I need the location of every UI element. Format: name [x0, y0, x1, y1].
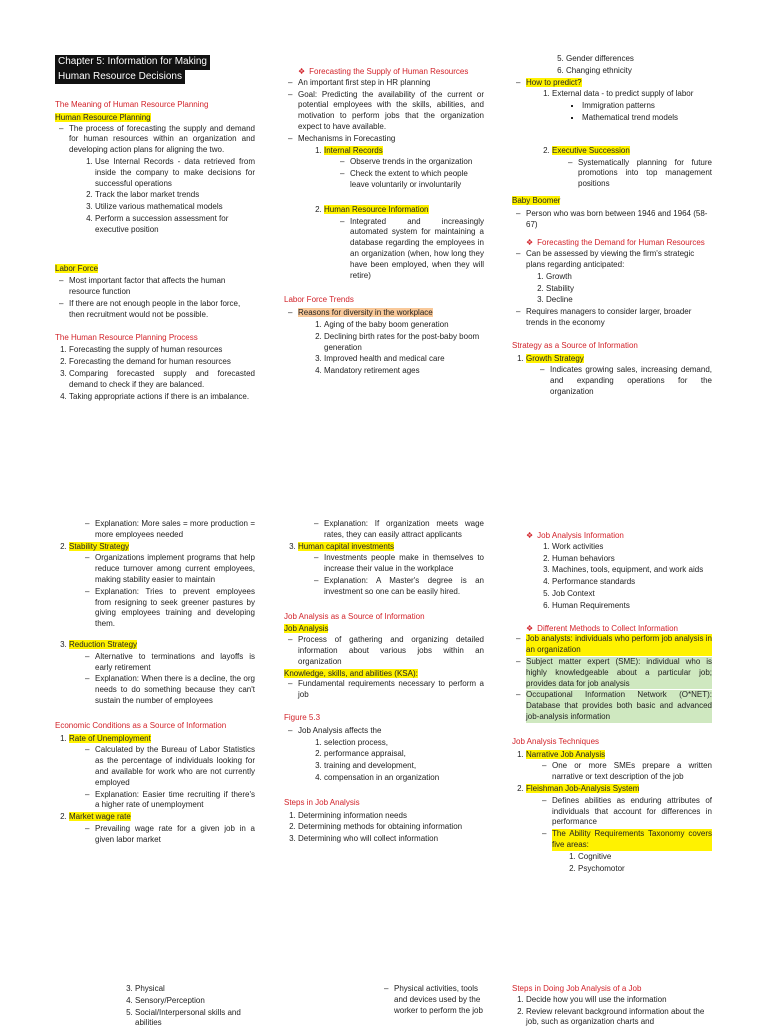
list-item: 3. Machines, tools, equipment, and work aids [552, 565, 712, 576]
growth-list [512, 365, 712, 397]
chapter-title-line1: Chapter 5: Information for Making [55, 55, 210, 70]
list-item: 3. Improved health and medical care [324, 354, 484, 365]
heading-labor-force: Labor Force [55, 263, 99, 273]
jai-list [512, 542, 712, 612]
list-item: – Alternative to terminations and layoffs is early retirement [95, 652, 255, 674]
column-3 [512, 54, 712, 399]
human-capital: Human capital investments [298, 541, 395, 551]
list-item: – Requires managers to consider larger, broader trends in the economy [526, 307, 712, 329]
list-item: 1. Cognitive [578, 852, 712, 863]
heading-jai: Job Analysis Information [537, 531, 624, 540]
tech-list [512, 750, 712, 761]
column-4 [55, 519, 255, 847]
heading-meaning: The Meaning of Human Resource Planning [55, 100, 209, 109]
lft-list [284, 308, 484, 319]
list-item: 4. compensation in an organization [324, 773, 484, 784]
list-item: 5. Gender differences [566, 54, 712, 65]
heading-hrp: Human Resource Planning [55, 112, 151, 122]
list-item: 3. Decline [546, 295, 712, 306]
list-item: 4. Taking appropriate actions if there is an imbalance. [69, 392, 255, 403]
list-item: 6. Changing ethnicity [566, 66, 712, 77]
list-item: – Explanation: More sales = more production = more employees needed [95, 519, 255, 541]
exec-succession: Executive Succession [552, 145, 630, 155]
list-item: 5. Job Context [552, 589, 712, 600]
list-item: – Explanation: When there is a decline, the org needs to do something because they can't sustain the number of employees [95, 674, 255, 706]
external-list [512, 101, 712, 124]
list-item: – Most important factor that affects the human resource function [69, 276, 255, 298]
flei-items [512, 796, 712, 851]
reduction-strategy: Reduction Strategy [69, 639, 138, 649]
list-item: 3. training and development, [324, 761, 484, 772]
list-item: – Calculated by the Bureau of Labor Statistics as the percentage of individuals looking for and available for work who are not currently employed [95, 745, 255, 788]
list-item: – Systematically planning for future promotions into top management positions [578, 158, 712, 190]
hri-list [284, 217, 484, 282]
fleishman-ja: Fleishman Job-Analysis System [526, 783, 640, 793]
list-item: – Check the extent to which people leave voluntarily or involuntarily [350, 169, 484, 191]
hci-items [284, 553, 484, 597]
list-item: 1. External data - to predict supply of labor [552, 89, 712, 100]
mwr-list [55, 812, 255, 823]
list-item: – Job Analysis affects the [298, 726, 484, 737]
column-7 [55, 984, 255, 1030]
labor-force-list [55, 276, 255, 320]
heading-forecast-supply: Forecasting the Supply of Human Resources [309, 67, 469, 76]
column-9 [512, 984, 712, 1029]
stability-strategy: Stability Strategy [69, 541, 130, 551]
red-items [55, 652, 255, 707]
ksa-label: Knowledge, skills, and abilities (KSA): [284, 668, 418, 678]
list-item: 1. Growth [546, 272, 712, 283]
lft-reason: Reasons for diversity in the workplace [298, 308, 433, 318]
stab-list [55, 542, 255, 553]
rate-items [55, 745, 255, 811]
heading-techniques: Job Analysis Techniques [512, 736, 600, 746]
list-item: – Can be assessed by viewing the firm's strategic plans regarding anticipated: [526, 249, 712, 271]
list-item: – Explanation: If organization meets wage rates, they can easily attract applicants [324, 519, 484, 541]
hci-list [284, 542, 484, 553]
column-5 [284, 519, 484, 846]
tech-list-2 [512, 784, 712, 795]
narrative-ja: Narrative Job Analysis [526, 749, 606, 759]
heading-baby-boomer: Baby Boomer [512, 195, 561, 205]
lft-items [284, 320, 484, 377]
predict-list [512, 78, 712, 89]
list-item: 5. Social/Interpersonal skills and abilities [135, 1008, 255, 1030]
c5-expl [284, 519, 484, 541]
list-item: 4. Mandatory retirement ages [324, 366, 484, 377]
predict-steps [512, 89, 712, 100]
list-item: – Organizations implement programs that help reduce turnover among current employees, making stability easier to maintain [95, 553, 255, 585]
list-item: 2. Declining birth rates for the post-baby boom generation [324, 332, 484, 354]
list-item: – Integrated and increasingly automated system for maintaining a database regarding the employees in an organization (when, how long they have been employed, when they will retire) [350, 217, 484, 282]
list-item: 2. Forecasting the demand for human resources [69, 357, 255, 368]
list-item: 4. Sensory/Perception [135, 996, 255, 1007]
internal-records-list [284, 157, 484, 190]
list-item: – Goal: Predicting the availability of the current or potential employees with the skills, abilities, and motivation to perform jobs that the organization expect to have available. [298, 90, 484, 133]
list-item: – Defines abilities as enduring attributes of individuals that account for differences in performance [552, 796, 712, 828]
red-list [55, 640, 255, 651]
market-wage-rate: Market wage rate [69, 812, 131, 822]
column-1 [55, 55, 255, 403]
column-2 [284, 67, 484, 378]
list-item: 1. Use Internal Records - data retrieved from inside the company to make decisions for successful operations [95, 157, 255, 189]
list-item: 1. Work activities [552, 542, 712, 553]
ja-items [284, 635, 484, 667]
list-item: 3. Utilize various mathematical models [95, 202, 255, 213]
chapter-title-line2: Human Resource Decisions [55, 70, 185, 85]
list-item: – Physical activities, tools and devices used by the worker to perform the job [394, 984, 484, 1016]
heading-methods: Different Methods to Collect Information [537, 623, 678, 633]
c8-list [284, 984, 484, 1016]
internal-records-label: Internal Records [324, 145, 383, 155]
column-8 [284, 984, 484, 1017]
list-item: 2. Determining methods for obtaining information [298, 822, 484, 833]
diamond-bullet-icon: ❖ [526, 531, 534, 540]
growth-strategy: Growth Strategy [526, 353, 584, 363]
list-item: 6. Human Requirements [552, 601, 712, 612]
econ-list [55, 734, 255, 745]
heading-labor-force-trends: Labor Force Trends [284, 295, 354, 305]
list-item: – Explanation: Tries to prevent employees from resigning to seek greener pastures by giving employees training and developing them. [95, 587, 255, 630]
process-list [55, 345, 255, 402]
job-analysis-label: Job Analysis [284, 624, 329, 634]
list-item: 2. Review relevant background information about the job, such as organization charts and [526, 1007, 712, 1029]
bb-list [512, 209, 712, 231]
heading-process: The Human Resource Planning Process [55, 332, 198, 342]
predict-steps-2 [512, 146, 712, 157]
rate-unemployment: Rate of Unemployment [69, 733, 151, 743]
fig-items [284, 738, 484, 784]
list-item: 2. Human behaviors [552, 554, 712, 565]
flei-sub [512, 852, 712, 875]
heading-strategy: Strategy as a Source of Information [512, 340, 638, 350]
heading-figure: Figure 5.3 [284, 712, 321, 722]
diamond-bullet-icon: ❖ [298, 67, 306, 76]
heading-steps: Steps in Job Analysis [284, 797, 360, 807]
list-item: 2. Track the labor market trends [95, 190, 255, 201]
exec-list [512, 158, 712, 190]
heading-steps-doing: Steps in Doing Job Analysis of a Job [512, 984, 642, 993]
mwr-items [55, 824, 255, 846]
list-item: 2. Stability [546, 284, 712, 295]
list-item: 3. Determining who will collect information [298, 834, 484, 845]
list-item: 1. Forecasting the supply of human resources [69, 345, 255, 356]
list-item: 2. performance appraisal, [324, 749, 484, 760]
list-item: ▪ Mathematical trend models [582, 113, 712, 124]
narr-items [512, 761, 712, 783]
steps-list [284, 811, 484, 845]
dm-list [512, 634, 712, 722]
list-item: 3. Comparing forecasted supply and forecasted demand to check if they are balanced. [69, 369, 255, 391]
c7-list [55, 984, 255, 1029]
list-item: – Job analysts: individuals who perform job analysis in an organization [526, 634, 712, 656]
list-item: – The Ability Requirements Taxonomy covers five areas: [552, 829, 712, 851]
heading-forecast-demand: Forecasting the Demand for Human Resources [537, 238, 705, 248]
list-item: 3. Physical [135, 984, 255, 995]
list-item: ▪ Immigration patterns [582, 101, 712, 112]
list-item: 1. Decide how you will use the information [526, 995, 712, 1006]
mechanisms-list-2 [284, 205, 484, 216]
list-item: – Explanation: A Master's degree is an investment so one can be easily hired. [324, 576, 484, 598]
how-to-predict: How to predict? [526, 77, 582, 87]
diamond-bullet-icon: ❖ [526, 238, 534, 248]
list-item: – An important first step in HR planning [298, 78, 484, 89]
ksa-items [284, 679, 484, 701]
list-item: – Occupational Information Network (O*NET): Database that provides both basic and advanced job-analysis information [526, 690, 712, 722]
strategy-list [512, 354, 712, 365]
expl-list [55, 519, 255, 541]
list-item: – If there are not enough people in the labor force, then recruitment would not be possible. [69, 299, 255, 321]
list-item: 1. Determining information needs [298, 811, 484, 822]
heading-economic: Economic Conditions as a Source of Information [55, 720, 227, 730]
list-item: 1. selection process, [324, 738, 484, 749]
fd-list [512, 249, 712, 271]
stab-items [55, 553, 255, 630]
hri-label: Human Resource Information [324, 204, 429, 214]
list-item: – Person who was born between 1946 and 1964 (58-67) [526, 209, 712, 231]
hrp-steps [55, 157, 255, 236]
list-item: – Indicates growing sales, increasing demand, and expanding operations for the organization [550, 365, 712, 397]
list-item: – Observe trends in the organization [350, 157, 484, 168]
list-item: – Explanation: Easier time recruiting if there's a higher rate of unemployment [95, 790, 255, 812]
list-item: 4. Perform a succession assessment for executive position [95, 214, 255, 236]
list-item: 1. Aging of the baby boom generation [324, 320, 484, 331]
list-item: – Subject matter expert (SME): individual who is highly knowledgeable about a particular job; provides data for job analysis [526, 657, 712, 689]
hrp-list [55, 124, 255, 156]
list-item: 2. Psychomotor [578, 864, 712, 875]
list-item: – Investments people make in themselves to increase their value in the workplace [324, 553, 484, 575]
heading-ja-source: Job Analysis as a Source of Information [284, 611, 425, 621]
list-item: – Mechanisms in Forecasting [298, 134, 484, 145]
list-item: 4. Performance standards [552, 577, 712, 588]
list-item: – Fundamental requirements necessary to perform a job [298, 679, 484, 701]
list-item: – Process of gathering and organizing detailed information about various jobs within an organization [298, 635, 484, 667]
forecast-supply-list [284, 78, 484, 145]
mechanisms-list [284, 146, 484, 157]
fig-dash [284, 726, 484, 737]
top-list [512, 54, 712, 77]
list-item: – Prevailing wage rate for a given job in a given labor market [95, 824, 255, 846]
diamond-bullet-icon: ❖ [526, 623, 534, 633]
fd-sub [512, 272, 712, 306]
fd-list-2 [512, 307, 712, 329]
list-item: – One or more SMEs prepare a written narrative or text description of the job [552, 761, 712, 783]
column-6 [512, 531, 712, 875]
list-item: – The process of forecasting the supply and demand for human resources within an organization and developing action plans for aligning the two. [69, 124, 255, 156]
c9-list [512, 995, 712, 1028]
